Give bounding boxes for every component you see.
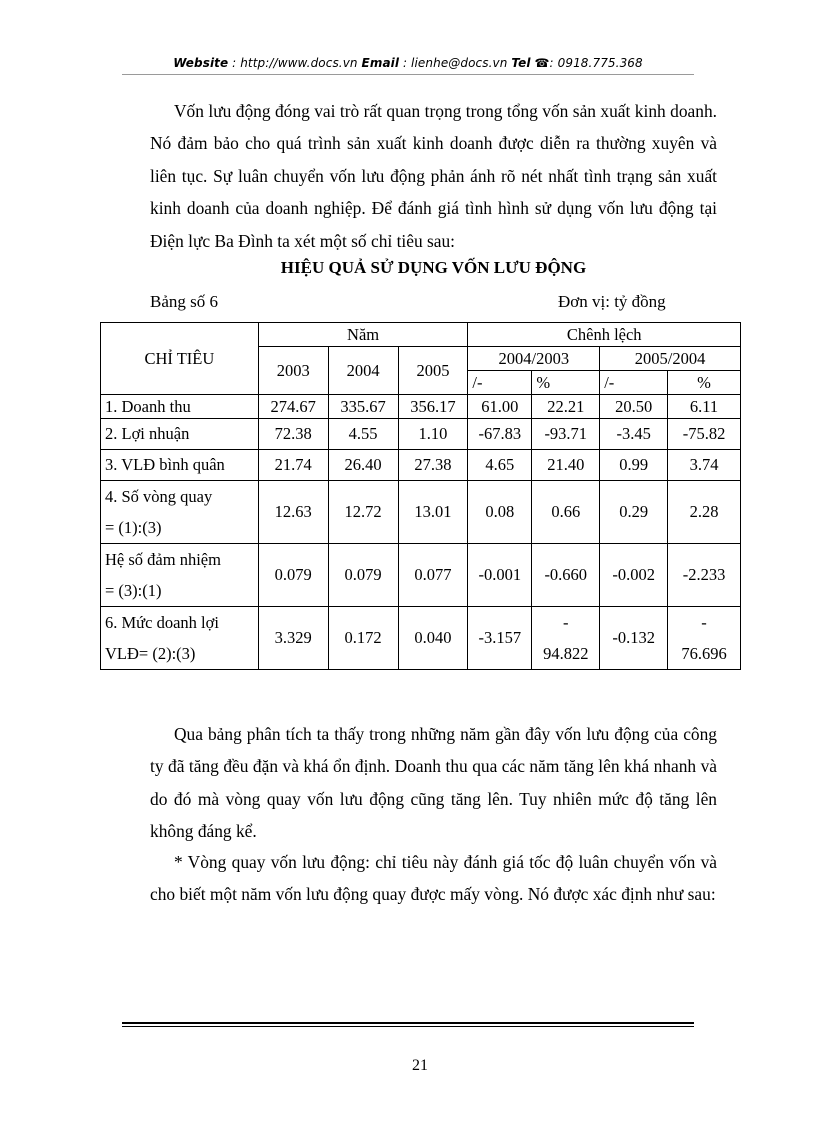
cell: -3.157 [468,607,532,670]
paragraph-1: Vốn lưu động đóng vai trò rất quan trọng trong tổng vốn sản xuất kinh doanh. Nó đảm bảo cho quá trình sản xuất kinh doanh được diễn ra thường xuyên và liên tục. Sự luân chuyển vốn lưu động phản ánh rõ nét nhất tình trạng sản xuất kinh doanh của doanh nghiệp. Để đánh giá tình hình sử dụng vốn lưu động tại Điện lực Ba Đình ta xét một số chỉ tiêu sau: [150,101,717,251]
cell: 0.66 [532,481,600,544]
row-label: 2. Lợi nhuận [101,419,259,450]
row-label: 1. Doanh thu [101,395,259,419]
cell: 27.38 [398,450,468,481]
cell: 335.67 [328,395,398,419]
row-label-line-1: 4. Số vòng quay [105,487,213,506]
row-label-line-2: VLĐ= (2):(3) [105,644,196,663]
cell: 0.99 [600,450,668,481]
cell-line-2: 76.696 [681,644,727,663]
cell: 61.00 [468,395,532,419]
header-year: Năm [258,323,468,347]
table-row [101,544,741,607]
table-row [101,607,741,670]
cell: 1.10 [398,419,468,450]
cell: 20.50 [600,395,668,419]
cell: 22.21 [532,395,600,419]
cell: -0.001 [468,544,532,607]
header-period-1: 2004/2003 [468,347,600,371]
cell: 3.329 [258,607,328,670]
row-label-line-1: 6. Mức doanh lợi [105,613,219,632]
cell: -0.660 [532,544,600,607]
header-rule [122,74,694,75]
cell-line-2: 94.822 [543,644,589,663]
cell [668,607,741,670]
tel-label: Tel [511,56,531,70]
email-value: : lienhe@docs.vn [403,56,508,70]
row-label [101,544,259,607]
email-label: Email [361,56,400,70]
paragraph-3: * Vòng quay vốn lưu động: chỉ tiêu này đánh giá tốc độ luân chuyển vốn và cho biết một năm vốn lưu động quay được mấy vòng. Nó được xác định như sau: [150,852,717,905]
cell: 0.077 [398,544,468,607]
cell: -0.132 [600,607,668,670]
table-row [101,450,741,481]
header-year-2003: 2003 [258,347,328,395]
tel-value: : 0918.775.368 [549,56,643,70]
row-label [101,607,259,670]
cell: 0.29 [600,481,668,544]
unit-label: Đơn vị: tỷ đồng [558,292,666,311]
page-header [122,56,694,70]
table-header-row [101,323,741,347]
cell: 0.079 [258,544,328,607]
footer-rule [122,1026,694,1027]
cell: -3.45 [600,419,668,450]
cell: 26.40 [328,450,398,481]
row-label: 3. VLĐ bình quân [101,450,259,481]
cell [532,607,600,670]
table-number: Bảng số 6 [150,292,218,311]
efficiency-table [100,322,741,670]
cell: 12.72 [328,481,398,544]
cell: 0.08 [468,481,532,544]
cell: 21.74 [258,450,328,481]
cell-line-1: - [563,613,569,632]
table-title: HIỆU QUẢ SỬ DỤNG VỐN LƯU ĐỘNG [280,258,587,277]
table-row [101,419,741,450]
footer-rule [122,1022,694,1024]
row-label-line-1: Hệ số đảm nhiệm [105,550,221,569]
cell: -93.71 [532,419,600,450]
header-abs: /- [600,371,668,395]
header-year-2005: 2005 [398,347,468,395]
header-indicator: CHỈ TIÊU [101,323,259,395]
cell: -75.82 [668,419,741,450]
cell: -2.233 [668,544,741,607]
cell: 4.65 [468,450,532,481]
cell: 2.28 [668,481,741,544]
header-diff: Chênh lệch [468,323,741,347]
website-value: : http://www.docs.vn [232,56,358,70]
cell: 4.55 [328,419,398,450]
cell: -67.83 [468,419,532,450]
cell-line-1: - [701,613,707,632]
cell: 356.17 [398,395,468,419]
table-row [101,481,741,544]
row-label [101,481,259,544]
row-label-line-2: = (1):(3) [105,518,162,537]
header-year-2004: 2004 [328,347,398,395]
cell: 0.172 [328,607,398,670]
cell: 13.01 [398,481,468,544]
cell: 21.40 [532,450,600,481]
cell: 0.040 [398,607,468,670]
header-pct: % [668,371,741,395]
cell: 72.38 [258,419,328,450]
cell: -0.002 [600,544,668,607]
cell: 274.67 [258,395,328,419]
paragraph-2: Qua bảng phân tích ta thấy trong những năm gần đây vốn lưu động của công ty đã tăng đều đặn và khá ổn định. Doanh thu qua các năm tăng lên khá nhanh và do đó mà vòng quay vốn lưu động cũng tăng lên. Tuy nhiên mức độ tăng lên không đáng kể. [150,724,717,841]
cell: 6.11 [668,395,741,419]
website-label: Website [173,56,229,70]
phone-icon: ☎ [534,56,550,70]
table-row [101,395,741,419]
page-number: 21 [412,1057,428,1074]
header-period-2: 2005/2004 [600,347,741,371]
row-label-line-2: = (3):(1) [105,581,162,600]
cell: 0.079 [328,544,398,607]
header-abs: /- [468,371,532,395]
cell: 3.74 [668,450,741,481]
cell: 12.63 [258,481,328,544]
header-pct: % [532,371,600,395]
